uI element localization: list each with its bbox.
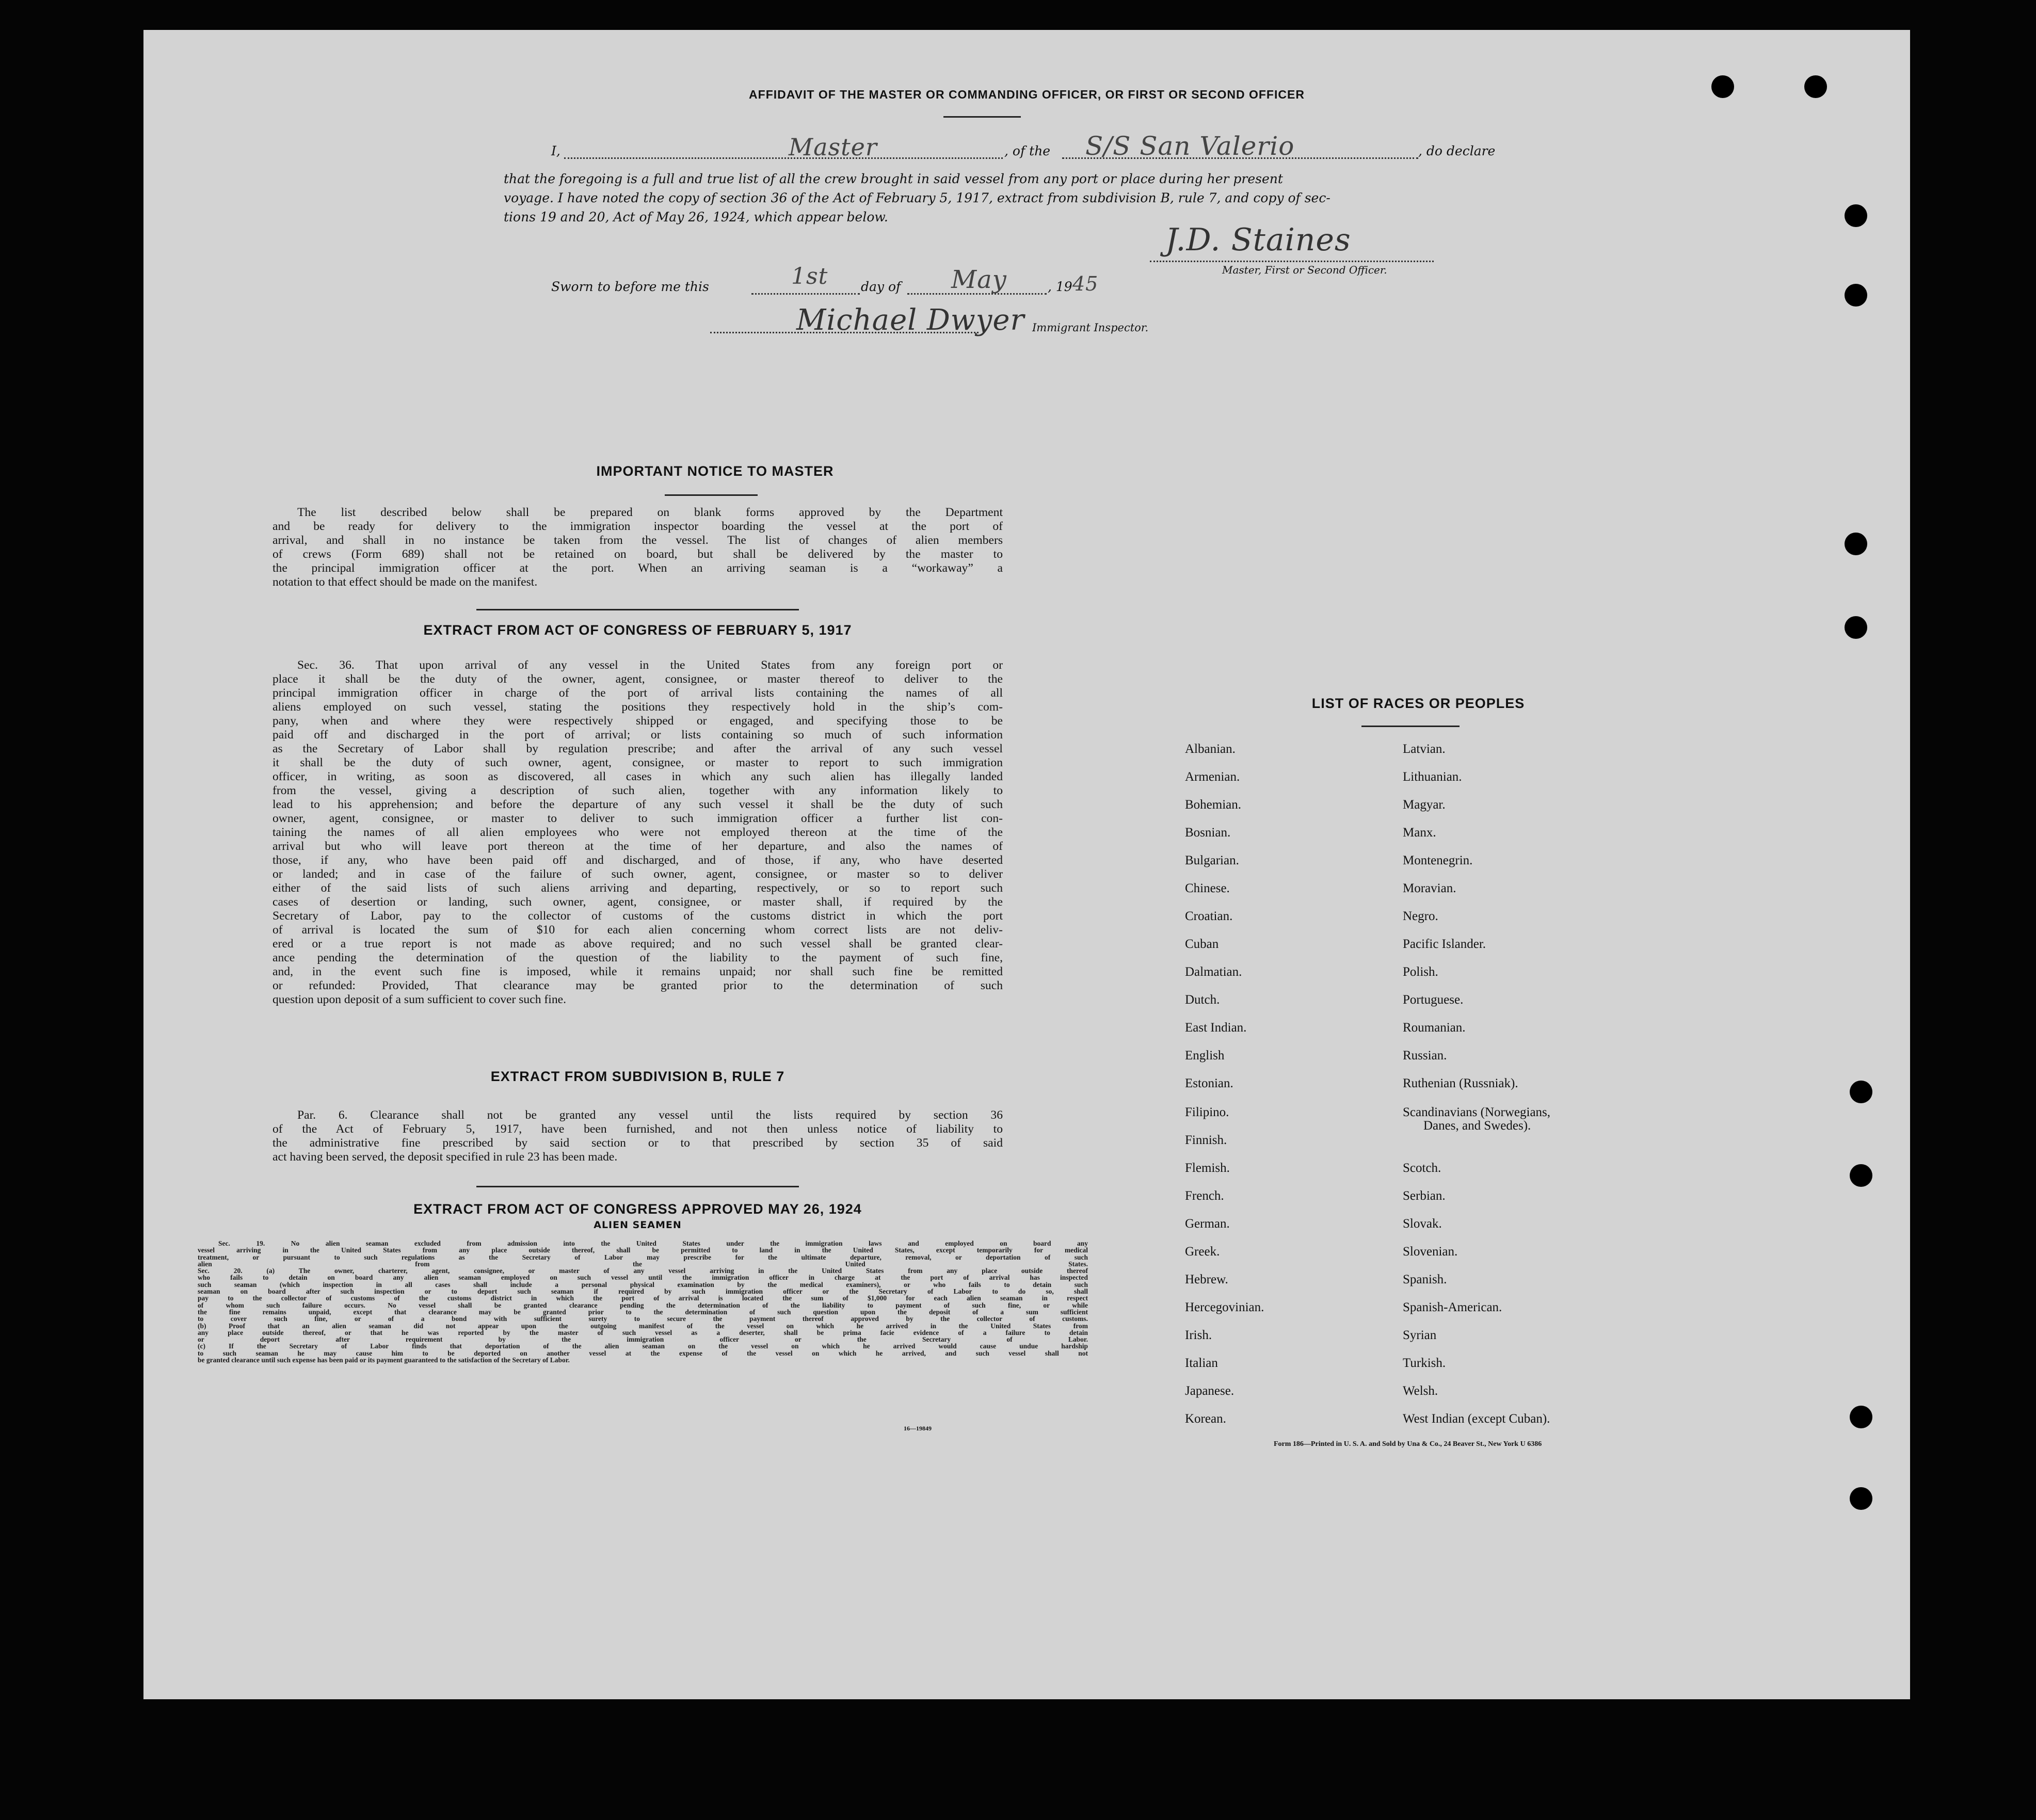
punch-hole [1850,1406,1872,1428]
day-handwriting: 1st [791,263,828,289]
act1917-title: EXTRACT FROM ACT OF CONGRESS OF FEBRUARY 5, 1917 [423,622,852,638]
notice-text [272,506,1003,589]
text-line: Sec. 20. (a) The owner, charterer, agent, consignee, or master of any vessel arriving in the United States from any place outside thereof [198,1267,1088,1275]
race-item: Serbian. [1403,1189,1446,1203]
inspector-signature: Michael Dwyer [796,303,1025,337]
punch-hole [1845,284,1867,307]
text-line: vessel arriving in the United States from any place outside thereof, shall be permitted to land in the United States, except temporarily for medical [198,1246,1088,1254]
text-line: officer, in writing, as soon as discovered, all cases in which any such alien has illegally landed [272,770,1003,783]
race-item: Slovak. [1403,1217,1442,1231]
race-item: Slovenian. [1403,1245,1458,1259]
do-declare-label: , do declare [1418,143,1496,158]
text-line: seaman on board after such inspection or to deport such seaman if required by such immigration officer or the Secretary of Labor to do so, shall [198,1287,1088,1296]
race-item: English [1185,1049,1225,1062]
text-line: of the Act of February 5, 1917, have been furnished, and not then unless notice of liability to [272,1122,1003,1136]
text-line: Par. 6. Clearance shall not be granted any vessel until the lists required by section 36 [297,1108,1003,1122]
text-line: to such seaman he may cause him to be deported on another vessel at the expense of the vessel on which he arrived, and such vessel shall not [198,1349,1088,1357]
text-line: Sec. 19. No alien seaman excluded from admission into the United States under the immigration laws and employed on board any [218,1239,1088,1247]
punch-hole [1845,204,1867,227]
race-item: Russian. [1403,1049,1447,1062]
sworn-prefix: Sworn to before me this [551,279,709,294]
race-item: French. [1185,1189,1224,1203]
affidavit-body [504,169,1474,227]
text-line: it shall be the duty of such owner, agent, consignee, or master to report to such immigration [272,756,1003,769]
punch-hole [1845,533,1867,555]
race-item: Montenegrin. [1403,853,1473,867]
race-item: Pacific Islander. [1403,937,1486,951]
affidavit-line-1: that the foregoing is a full and true list of all the crew brought in said vessel from any port or place during her present [504,171,1283,186]
race-item: Finnish. [1185,1133,1227,1147]
race-item: Magyar. [1403,798,1446,812]
race-item: East Indian. [1185,1021,1247,1035]
text-line: Secretary of Labor, pay to the collector of customs of the customs district in which the port [272,909,1003,923]
text-line: act having been served, the deposit specified in rule 23 has been made. [272,1150,618,1164]
notice-title: IMPORTANT NOTICE TO MASTER [596,463,834,479]
act1924-title: EXTRACT FROM ACT OF CONGRESS APPROVED MAY 26, 1924 [413,1201,862,1217]
race-item: Welsh. [1403,1384,1438,1398]
text-line: principal immigration officer in charge of the port of arrival lists containing the names of all [272,686,1003,700]
text-line: or landed; and in case of the failure of such owner, agent, consignee, or master so to deliver [272,867,1003,881]
master-signature-line [1150,261,1434,262]
race-item: West Indian (except Cuban). [1403,1412,1550,1426]
race-item: Negro. [1403,909,1438,923]
text-line: owner, agent, consignee, or master to deliver to such immigration officer a further list con- [272,812,1003,825]
declarant-handwriting: Master [789,133,877,161]
text-line: question upon deposit of a sum sufficient to cover such fine. [272,993,566,1006]
race-item: Scandinavians (Norwegians, [1403,1105,1551,1119]
text-line: The list described below shall be prepared on blank forms approved by the Department [297,506,1003,519]
affidavit-line-3: tions 19 and 20, Act of May 26, 1924, which appear below. [504,210,888,224]
text-line: (c) If the Secretary of Labor finds that deportation of the alien seaman on the vessel on which he arrived would cause undue hardship [198,1342,1088,1350]
race-item: Greek. [1185,1245,1220,1259]
text-line: as the Secretary of Labor shall by regulation prescribe; and after the arrival of any such vessel [272,742,1003,755]
text-line: pay to the collector of customs of the customs district in which the port of arrival is located the sum of $1,000 for each alien seaman in respect [198,1294,1088,1302]
text-line: to cover such fine, or of a bond with sufficient surety to secure the payment thereof approved by the collector of customs. [198,1315,1088,1323]
divider [943,116,1021,118]
divider [1361,726,1460,727]
race-item: Polish. [1403,965,1438,979]
day-of-label: day of [861,279,901,294]
text-line: taining the names of all alien employees who were not employed thereon at the time of the [272,826,1003,839]
race-item: Chinese. [1185,881,1230,895]
text-line: those, if any, who have been paid off and discharged, and of those, if any, who have deserted [272,853,1003,867]
text-line: such seaman (which inspection in all cases shall include a personal physical examination by the medical examiners), or who fails to detain such [198,1280,1088,1289]
form-code: 16—19849 [904,1425,932,1432]
race-item: Roumanian. [1403,1021,1466,1035]
text-line: lead to his apprehension; and before the departure of any such vessel it shall be the duty of such [272,798,1003,811]
race-item: Spanish-American. [1403,1300,1502,1314]
day-line [751,293,860,295]
text-line: (b) Proof that an alien seaman did not appear upon the outgoing manifest of the vessel on which he arrived in the United States from [198,1322,1088,1330]
race-item: Bohemian. [1185,798,1242,812]
master-signature: J.D. Staines [1165,222,1351,258]
text-line: ance pending the determination of the question of the liability to the payment of such fine, [272,951,1003,964]
text-line: notation to that effect should be made on the manifest. [272,575,538,589]
rule7-text [272,1108,1003,1164]
race-item: Danes, and Swedes). [1423,1119,1531,1133]
race-item: Filipino. [1185,1105,1229,1119]
race-item: Latvian. [1403,742,1446,756]
punch-hole [1850,1164,1872,1187]
act1924-text [198,1240,1088,1363]
text-line: place it shall be the duty of the owner, agent, consignee, or master thereof to deliver to the [272,672,1003,686]
text-line: the principal immigration officer at the port. When an arriving seaman is a “workaway” a [272,561,1003,575]
inspector-caption: Immigrant Inspector. [1032,321,1149,334]
race-item: Portuguese. [1403,993,1464,1007]
text-line: of whom such failure occurs. No vessel shall be granted clearance pending the determination of the liability to payment of such fine, or while [198,1301,1088,1309]
declarant-prefix: I, [551,143,560,158]
text-line: and be ready for delivery to the immigration inspector boarding the vessel at the port of [272,520,1003,533]
race-item: Japanese. [1185,1384,1235,1398]
race-item: Hebrew. [1185,1273,1228,1286]
text-line: be granted clearance until such expense has been paid or its payment guaranteed to the satisfaction of the Secretary of Labor. [198,1356,570,1364]
master-caption: Master, First or Second Officer. [1222,264,1387,276]
race-item: Croatian. [1185,909,1233,923]
text-line: any place outside thereof, or that he was reported by the master of such vessel as a deserter, shall be prima facie evidence of a failure to detain [198,1328,1088,1336]
punch-hole [1711,75,1734,98]
race-item: Lithuanian. [1403,770,1462,784]
race-item: Turkish. [1403,1356,1446,1370]
text-line: ered or a true report is not made as above required; and no such vessel shall be granted clear- [272,937,1003,951]
race-item: Cuban [1185,937,1219,951]
year-handwriting: 45 [1072,272,1099,295]
race-item: Spanish. [1403,1273,1447,1286]
rule7-title: EXTRACT FROM SUBDIVISION B, RULE 7 [490,1069,785,1084]
race-item: Manx. [1403,826,1436,840]
act1917-text [272,658,1003,1007]
text-line: or refunded: Provided, That clearance may be granted prior to the determination of such [272,979,1003,992]
race-item: Korean. [1185,1412,1226,1426]
text-line: either of the said lists of such aliens arriving and departing, respectively, or so to report such [272,881,1003,895]
affidavit-line-2: voyage. I have noted the copy of section 36 of the Act of February 5, 1917, extract from subdivision B, rule 7, and copy of sec- [504,190,1330,205]
punch-hole [1850,1081,1872,1103]
punch-hole [1850,1487,1872,1510]
race-item: Albanian. [1185,742,1236,756]
race-item: Armenian. [1185,770,1240,784]
text-line: from the vessel, giving a description of such alien, together with any information likely to [272,784,1003,797]
text-line: arrival, and shall in no instance be taken from the vessel. The list of changes of alien members [272,534,1003,547]
divider [665,494,758,496]
text-line: Sec. 36. That upon arrival of any vessel in the United States from any foreign port or [297,658,1003,672]
affidavit-title: AFFIDAVIT OF THE MASTER OR COMMANDING OFFICER, OR FIRST OR SECOND OFFICER [749,88,1305,101]
text-line: arrival but who will leave port thereon at the time of her departure, and also the names of [272,840,1003,853]
race-item: German. [1185,1217,1230,1231]
race-item: Estonian. [1185,1076,1233,1090]
punch-hole [1804,75,1827,98]
act1924-subtitle: ALIEN SEAMEN [594,1219,682,1231]
printer-footer: Form 186—Printed in U. S. A. and Sold by Una & Co., 24 Beaver St., New York U 6386 [1274,1440,1542,1448]
text-line: the administrative fine prescribed by said section or to that prescribed by section 35 of said [272,1136,1003,1150]
text-line: who fails to detain on board any alien seaman employed on such vessel until the immigration officer in charge at the port of arrival has inspected [198,1274,1088,1282]
text-line: alien from the United States. [198,1260,1088,1268]
text-line: the fine remains unpaid, except that clearance may be granted prior to the determination of such question upon the deposit of a sum sufficient [198,1308,1088,1316]
race-item: Italian [1185,1356,1218,1370]
races-title: LIST OF RACES OR PEOPLES [1311,696,1525,711]
race-item: Ruthenian (Russniak). [1403,1076,1518,1090]
text-line: or deport after requirement by the immigration officer or the Secretary of Labor. [198,1335,1088,1344]
punch-hole [1845,616,1867,639]
divider [476,1186,799,1187]
divider [476,609,799,610]
race-item: Moravian. [1403,881,1456,895]
race-item: Syrian [1403,1328,1437,1342]
race-item: Scotch. [1403,1161,1441,1175]
race-item: Bulgarian. [1185,853,1239,867]
race-item: Dutch. [1185,993,1220,1007]
race-item: Flemish. [1185,1161,1230,1175]
race-item: Bosnian. [1185,826,1231,840]
year-prefix: , 19 [1048,279,1072,294]
text-line: of arrival is located the sum of $10 for each alien concerning whom correct lists are not deliv- [272,923,1003,937]
race-item: Hercegovinian. [1185,1300,1264,1314]
race-item: Irish. [1185,1328,1212,1342]
text-line: treatment, or pursuant to such regulations as the Secretary of Labor may prescribe for the ultimate departure, removal, or deportation of such [198,1253,1088,1261]
text-line: and, in the event such fine is imposed, while it remains unpaid; nor shall such fine be remitted [272,965,1003,978]
race-item: Dalmatian. [1185,965,1242,979]
month-handwriting: May [951,265,1007,294]
text-line: aliens employed on such vessel, stating the positions they respectively hold in the ship’s com- [272,700,1003,714]
text-line: paid off and discharged in the port of arrival; or lists containing so much of such information [272,728,1003,742]
declarant-line [564,157,1003,159]
of-the-label: , of the [1004,143,1051,158]
text-line: pany, when and where they were respectively shipped or engaged, and specifying those to be [272,714,1003,728]
form-sheet [143,30,1910,1699]
vessel-handwriting: S/S San Valerio [1085,131,1295,161]
text-line: of crews (Form 689) shall not be retained on board, but shall be delivered by the master to [272,547,1003,561]
text-line: cases of desertion or landing, such owner, agent, consignee, or master shall, if required by the [272,895,1003,909]
